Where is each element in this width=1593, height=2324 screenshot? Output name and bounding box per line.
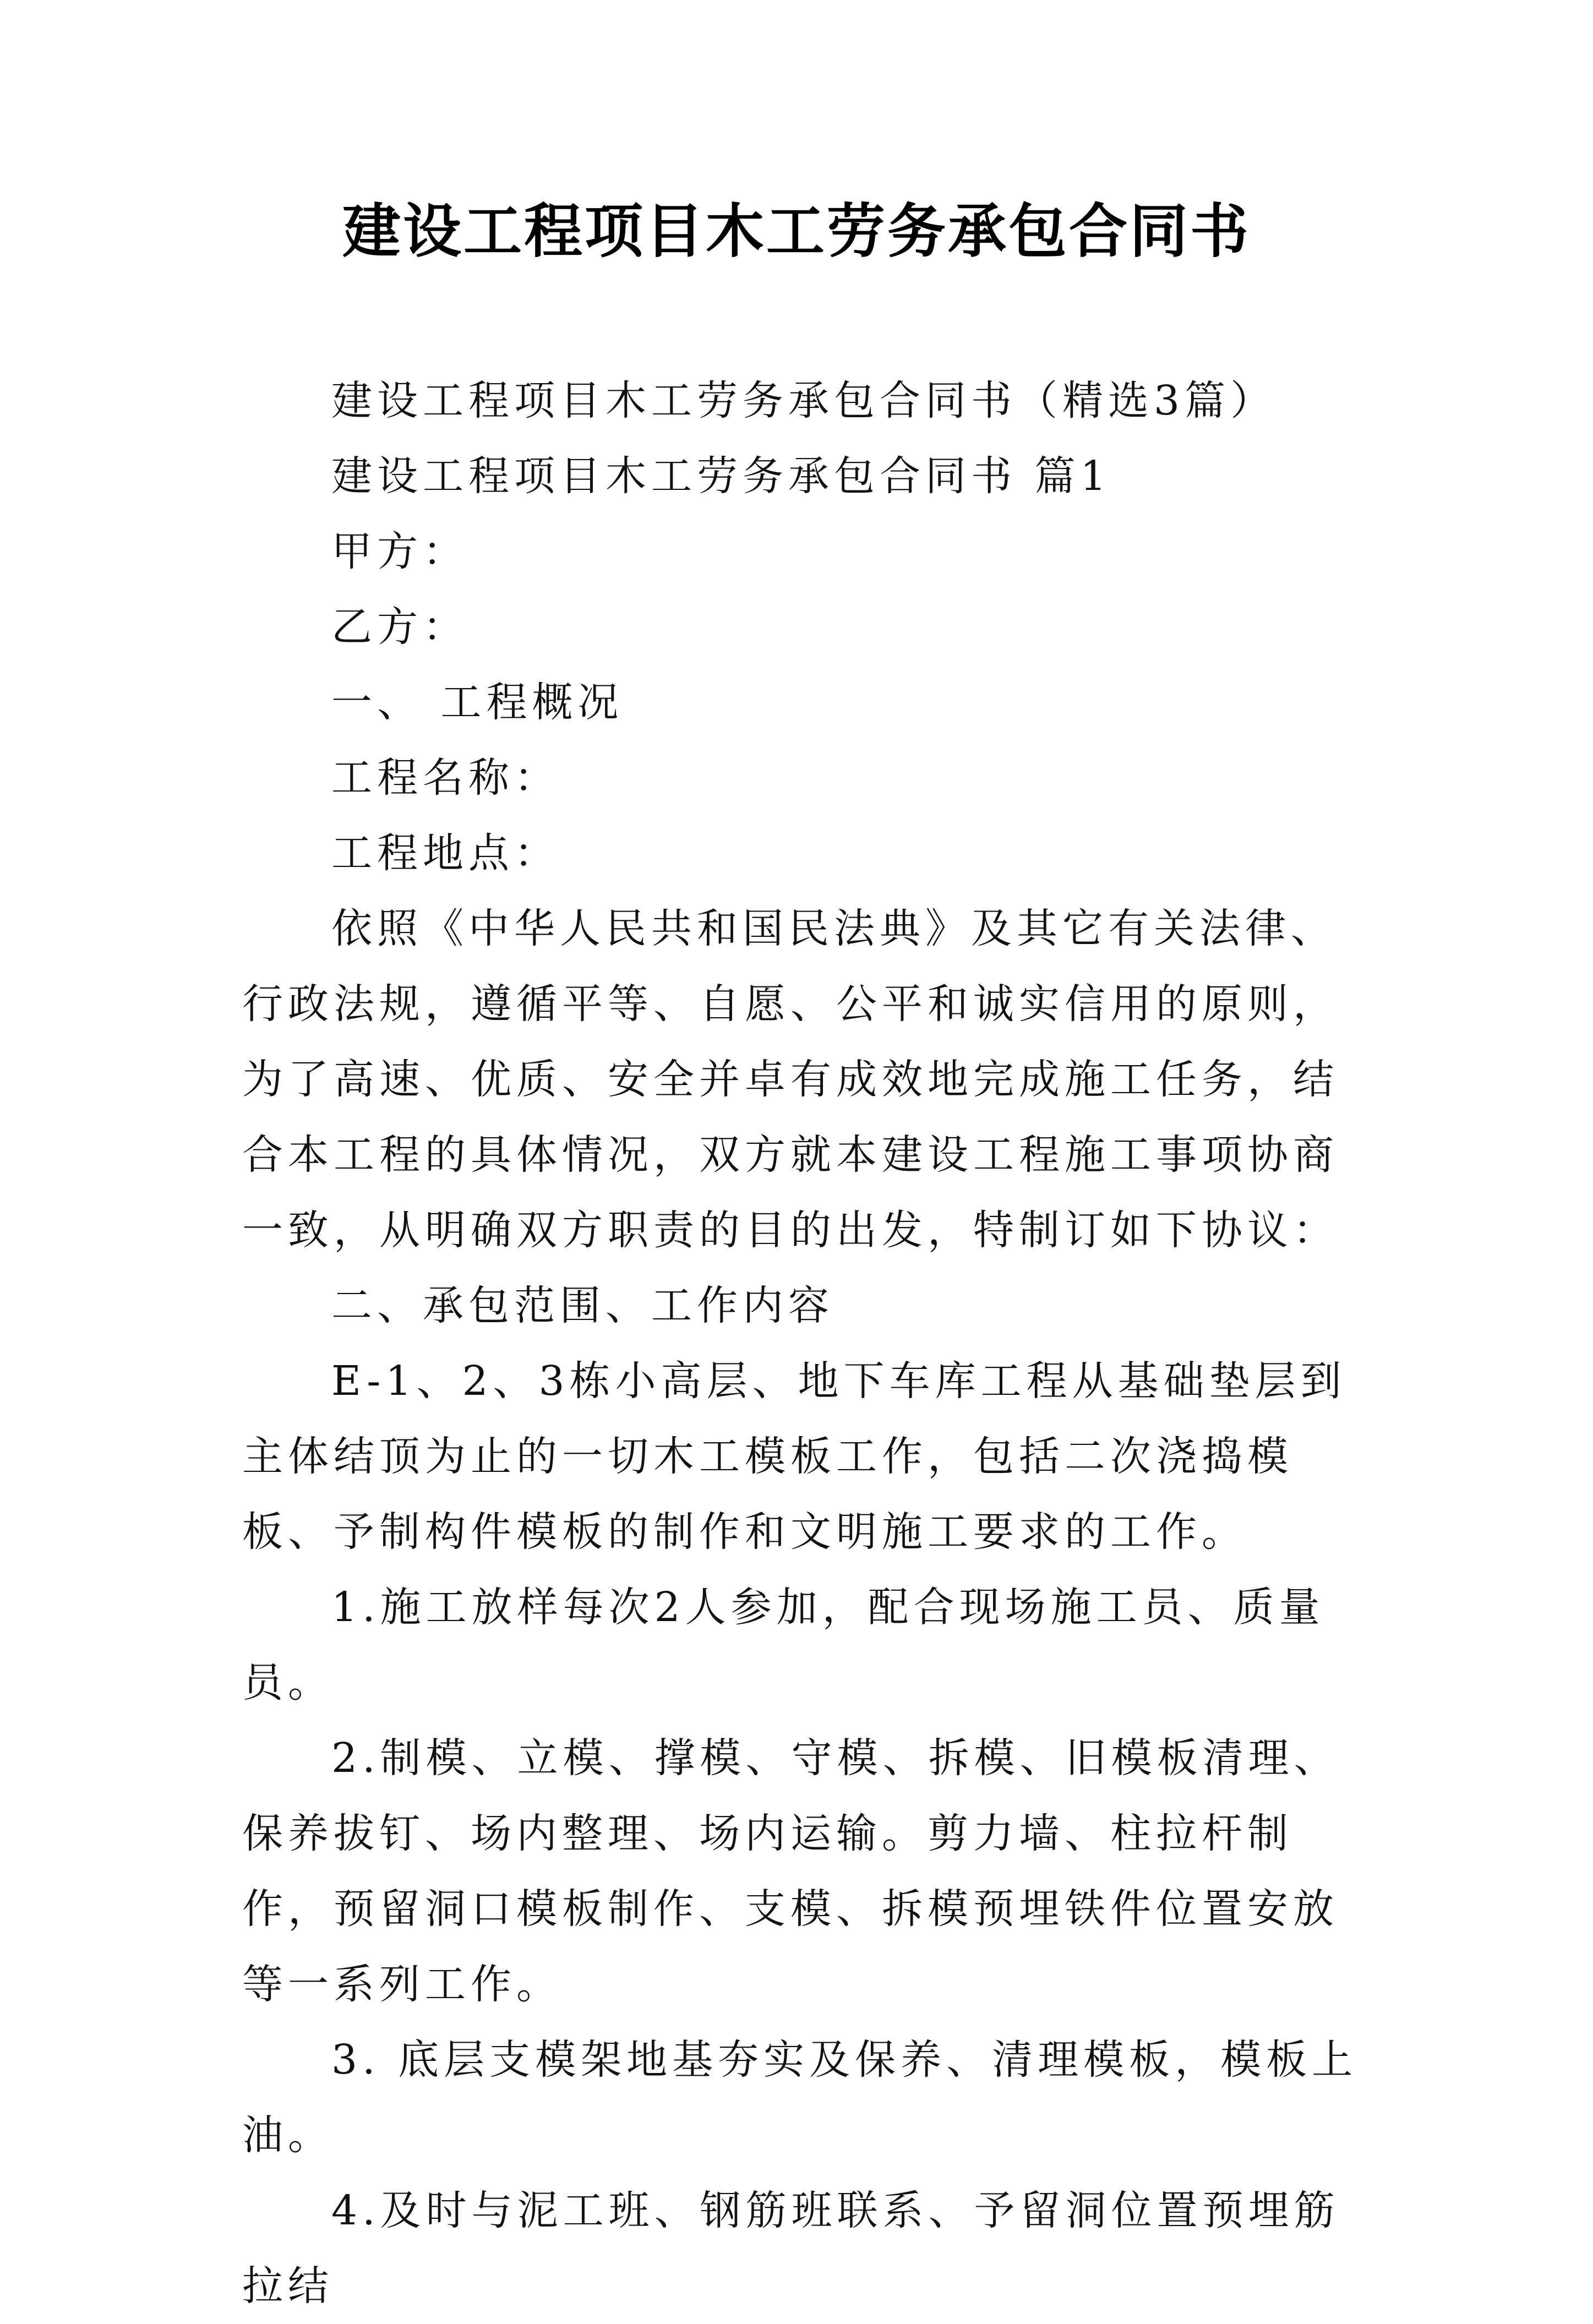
paragraph-legal-basis: 依照《中华人民共和国民法典》及其它有关法律、行政法规，遵循平等、自愿、公平和诚实信用的原则，为了高速、优质、安全并卓有成效地完成施工任务，结合本工程的具体情况，双方就本建设工程施工事项协商一致，从明确双方职责的目的出发，特制订如下协议： <box>242 905 1339 1254</box>
paragraph-scope-description: E-1、2、3栋小高层、地下车库工程从基础垫层到主体结顶为止的一切木工模板工作，包括二次浇捣模板、予制构件模板的制作和文明施工要求的工作。 <box>242 1357 1346 1556</box>
paragraph-party-b: 乙方： <box>331 603 468 651</box>
paragraph-item-3: 3. 底层支模架地基夯实及保养、清理模板，模板上油。 <box>242 2036 1358 2159</box>
paragraph-party-a: 甲方： <box>331 528 468 575</box>
paragraph-item-2: 2.制模、立模、撑模、守模、拆模、旧模板清理、保养拔钉、场内整理、场内运输。剪力墙、柱拉杆制作，预留洞口模板制作、支模、拆模预埋铁件位置安放等一系列工作。 <box>242 1734 1340 2008</box>
paragraph-scope-heading: 二、承包范围、工作内容 <box>331 1282 834 1329</box>
document-body <box>242 363 1365 2324</box>
paragraph-section-heading: 建设工程项目木工劳务承包合同书 篇1 <box>331 452 1111 500</box>
paragraph-subtitle: 建设工程项目木工劳务承包合同书（精选3篇） <box>331 377 1276 424</box>
document-title: 建设工程项目木工劳务承包合同书 <box>342 197 1251 265</box>
paragraph-item-1: 1.施工放样每次2人参加，配合现场施工员、质量员。 <box>242 1584 1325 1706</box>
paragraph-project-location: 工程地点： <box>331 830 560 877</box>
paragraph-overview-heading: 一、 工程概况 <box>331 679 624 726</box>
paragraph-item-4: 4.及时与泥工班、钢筋班联系、予留洞位置预埋筋拉结 <box>242 2187 1340 2310</box>
paragraph-project-name: 工程名称： <box>331 754 560 801</box>
